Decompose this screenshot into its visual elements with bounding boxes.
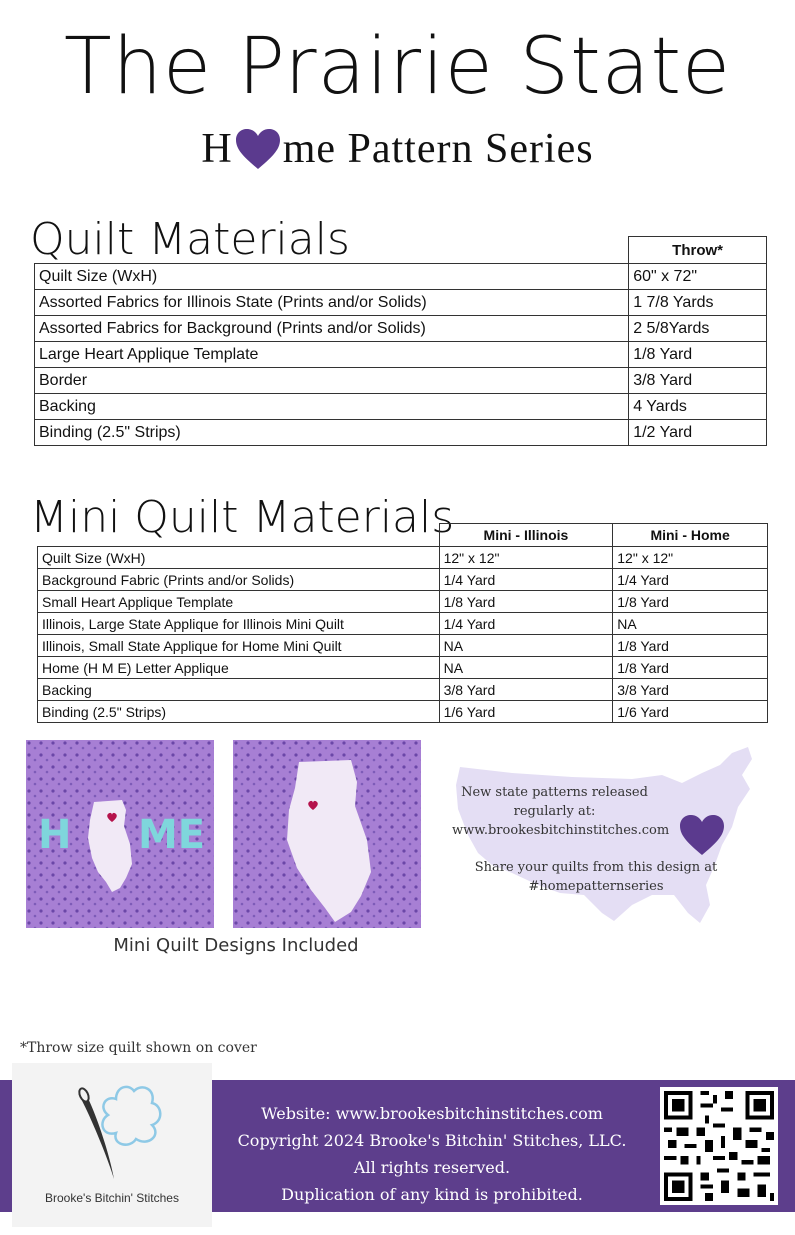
- mini-materials-table: [37, 523, 768, 723]
- letter-h: H: [38, 812, 72, 858]
- illinois-mini-quilt-image: [233, 740, 421, 928]
- row-value: NA: [613, 613, 768, 635]
- logo-text: Brooke's Bitchin' Stitches: [45, 1191, 179, 1205]
- map-line-1: New state patterns released: [461, 785, 648, 800]
- table-header-empty: [35, 237, 629, 264]
- table-row: [38, 613, 768, 635]
- row-value: 2 5/8Yards: [629, 316, 767, 342]
- row-value: NA: [439, 635, 613, 657]
- row-value: 3/8 Yard: [439, 679, 613, 701]
- row-value: 12" x 12": [613, 547, 768, 569]
- row-item: Illinois, Small State Applique for Home Mini Quilt: [38, 635, 440, 657]
- map-line-4: Share your quilts from this design at: [474, 860, 718, 875]
- throw-note: *Throw size quilt shown on cover: [20, 1040, 257, 1056]
- row-value: 1/8 Yard: [629, 342, 767, 368]
- row-item: Backing: [38, 679, 440, 701]
- letters-me: ME: [138, 812, 206, 858]
- row-value: 1/8 Yard: [439, 591, 613, 613]
- map-text-top: [452, 783, 670, 840]
- table-row: [38, 591, 768, 613]
- row-value: NA: [439, 657, 613, 679]
- map-line-2: regularly at:: [513, 804, 596, 819]
- row-value: 4 Yards: [629, 394, 767, 420]
- table-row: [35, 420, 767, 446]
- row-item: Large Heart Applique Template: [35, 342, 629, 368]
- home-mini-quilt-image: [26, 740, 214, 928]
- subtitle-suffix: me Pattern Series: [282, 126, 594, 172]
- website-line: Website: www.brookesbitchinstitches.com: [261, 1104, 603, 1123]
- brand-logo: [12, 1063, 212, 1227]
- rights-line: All rights reserved.: [353, 1158, 511, 1177]
- page-title: The Prairie State: [63, 22, 732, 112]
- row-value: 1/6 Yard: [439, 701, 613, 723]
- table-row: [35, 264, 767, 290]
- heart-icon: [678, 814, 726, 861]
- table-row: [38, 635, 768, 657]
- row-value: 1/2 Yard: [629, 420, 767, 446]
- row-value: 1/6 Yard: [613, 701, 768, 723]
- map-text-bottom: [470, 858, 722, 896]
- row-value: 3/8 Yard: [613, 679, 768, 701]
- quilt-materials-heading: Quilt Materials: [30, 214, 350, 265]
- needle-logo-icon: [12, 1063, 212, 1183]
- row-item: Illinois, Large State Applique for Illinois Mini Quilt: [38, 613, 440, 635]
- row-value: 1/4 Yard: [613, 569, 768, 591]
- subtitle-prefix: H: [201, 126, 233, 172]
- mini-designs-caption: Mini Quilt Designs Included: [113, 935, 359, 956]
- mini-quilt-materials-heading: Mini Quilt Materials: [30, 492, 455, 543]
- quilt-materials-table: [34, 236, 767, 446]
- row-value: 1 7/8 Yards: [629, 290, 767, 316]
- table-row: [35, 316, 767, 342]
- row-item: Background Fabric (Prints and/or Solids): [38, 569, 440, 591]
- row-item: Assorted Fabrics for Background (Prints and/or Solids): [35, 316, 629, 342]
- map-line-3: www.brookesbitchinstitches.com: [452, 823, 670, 838]
- row-item: Home (H M E) Letter Applique: [38, 657, 440, 679]
- table-row: [38, 701, 768, 723]
- row-value: 1/4 Yard: [439, 613, 613, 635]
- column-header-mini-illinois: Mini - Illinois: [439, 524, 613, 547]
- row-value: 12" x 12": [439, 547, 613, 569]
- row-value: 60" x 72": [629, 264, 767, 290]
- table-row: [35, 342, 767, 368]
- table-row: [35, 394, 767, 420]
- table-row: [35, 290, 767, 316]
- row-item: Backing: [35, 394, 629, 420]
- column-header-mini-home: Mini - Home: [613, 524, 768, 547]
- footer-text: [222, 1100, 642, 1208]
- row-item: Small Heart Applique Template: [38, 591, 440, 613]
- row-value: 3/8 Yard: [629, 368, 767, 394]
- row-item: Quilt Size (WxH): [35, 264, 629, 290]
- row-value: 1/8 Yard: [613, 591, 768, 613]
- page-subtitle: [0, 128, 795, 170]
- table-row: [35, 368, 767, 394]
- row-item: Assorted Fabrics for Illinois State (Prints and/or Solids): [35, 290, 629, 316]
- column-header-throw: Throw*: [629, 237, 767, 264]
- qr-code[interactable]: [660, 1087, 778, 1205]
- row-item: Binding (2.5" Strips): [38, 701, 440, 723]
- table-row: [38, 657, 768, 679]
- row-item: Binding (2.5" Strips): [35, 420, 629, 446]
- row-value: 1/8 Yard: [613, 635, 768, 657]
- row-value: 1/8 Yard: [613, 657, 768, 679]
- duplication-line: Duplication of any kind is prohibited.: [281, 1185, 583, 1204]
- table-row: [38, 569, 768, 591]
- row-value: 1/4 Yard: [439, 569, 613, 591]
- map-line-5: #homepatternseries: [528, 879, 664, 894]
- copyright-line: Copyright 2024 Brooke's Bitchin' Stitches, LLC.: [237, 1131, 627, 1150]
- table-row: [38, 679, 768, 701]
- table-row: [38, 547, 768, 569]
- table-header-empty: [38, 524, 440, 547]
- row-item: Quilt Size (WxH): [38, 547, 440, 569]
- row-item: Border: [35, 368, 629, 394]
- heart-icon: [235, 128, 281, 170]
